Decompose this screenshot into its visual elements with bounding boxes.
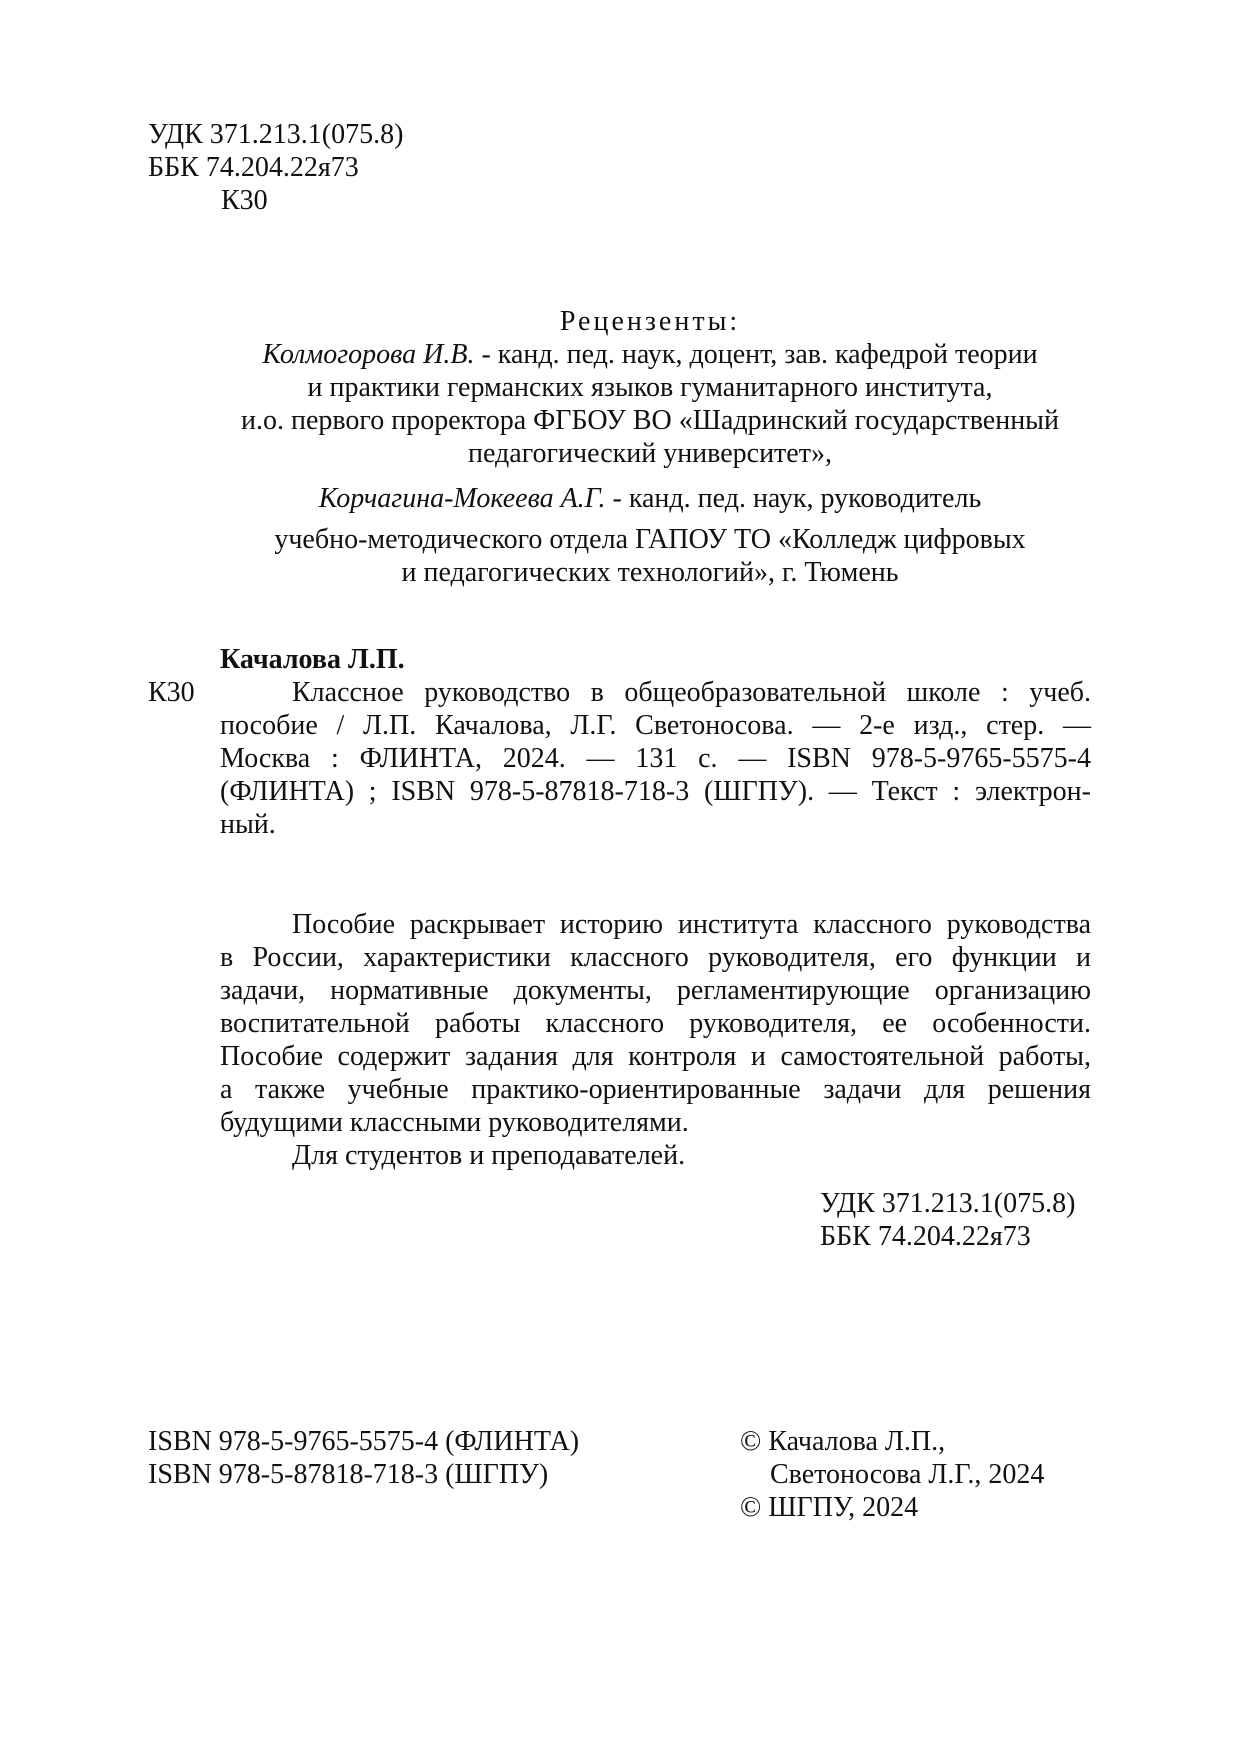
reviewer-1-line-1: Колмогорова И.В. - канд. пед. наук, доцент, зав. кафедрой теории xyxy=(262,339,1038,370)
reviewer-1-name: Колмогорова И.В. xyxy=(262,339,475,370)
biblio-line: Москва : ФЛИНТА, 2024. — 131 с. — ISBN 978-5-9765-5575-4 xyxy=(220,743,1091,774)
bibliographic-description xyxy=(220,676,1091,841)
bbk-code-bottom: ББК 74.204.22я73 xyxy=(820,1221,1031,1252)
reviewers-block xyxy=(0,305,1241,589)
bbk-code: ББК 74.204.22я73 xyxy=(148,152,359,183)
reviewer-2-name: Корчагина-Мокеева А.Г. xyxy=(318,483,606,514)
reviewers-heading: Рецензенты: xyxy=(559,306,741,337)
reviewer-1-line-4: педагогический университет», xyxy=(468,438,832,469)
reviewer-1-line-3: и.о. первого проректора ФГБОУ ВО «Шадринский государственный xyxy=(241,405,1059,436)
reviewer-2 xyxy=(0,482,1241,589)
udk-code-bottom: УДК 371.213.1(075.8) xyxy=(820,1188,1076,1219)
annotation-line: задачи, нормативные документы, регламентирующие организацию xyxy=(220,975,1091,1006)
reviewer-2-line-1: Корчагина-Мокеева А.Г. - канд. пед. наук, руководитель xyxy=(318,483,982,514)
reviewer-1-line-2: и практики германских языков гуманитарного института, xyxy=(307,372,993,403)
copyright-line: Светоносова Л.Г., 2024 xyxy=(770,1459,1045,1490)
annotation-line: воспитательной работы классного руководителя, ее особенности. xyxy=(220,1008,1091,1039)
annotation-audience: Для студентов и преподавателей. xyxy=(292,1140,686,1171)
bibliography-sign: К30 xyxy=(148,677,195,708)
reviewer-2-line-2: учебно-методического отдела ГАПОУ ТО «Колледж цифровых xyxy=(274,524,1026,555)
classification-header xyxy=(148,118,403,217)
copyright-line: © ШГПУ, 2024 xyxy=(740,1492,919,1523)
annotation xyxy=(220,908,1091,1172)
classification-footer xyxy=(820,1187,1075,1253)
annotation-line: Пособие содержит задания для контроля и самостоятельной работы, xyxy=(220,1041,1091,1072)
biblio-line: (ФЛИНТА) ; ISBN 978-5-87818-718-3 (ШГПУ). — Текст : электрон- xyxy=(220,776,1091,807)
isbn-block xyxy=(148,1425,579,1491)
reviewer-2-line-3: и педагогических технологий», г. Тюмень xyxy=(401,557,899,588)
isbn-shgpu: ISBN 978-5-87818-718-3 (ШГПУ) xyxy=(148,1459,549,1490)
biblio-line: пособие / Л.П. Качалова, Л.Г. Светоносова. — 2-е изд., стер. — xyxy=(220,710,1091,741)
annotation-line: Пособие раскрывает историю института классного руководства xyxy=(292,909,1091,940)
biblio-line: Классное руководство в общеобразовательной школе : учеб. xyxy=(292,677,1091,708)
isbn-flinta: ISBN 978-5-9765-5575-4 (ФЛИНТА) xyxy=(148,1426,580,1457)
annotation-line: будущими классными руководителями. xyxy=(220,1107,689,1138)
copyright-line: © Качалова Л.П., xyxy=(740,1426,946,1457)
annotation-line: а также учебные практико-ориентированные задачи для решения xyxy=(220,1074,1091,1105)
annotation-line: в России, характеристики классного руководителя, его функции и xyxy=(220,942,1091,973)
bibliography-author: Качалова Л.П. xyxy=(220,644,405,675)
udk-code: УДК 371.213.1(075.8) xyxy=(148,119,404,150)
reviewer-1 xyxy=(0,338,1241,470)
copyright-block xyxy=(740,1425,1044,1524)
biblio-line: ный. xyxy=(220,809,276,840)
author-sign: К30 xyxy=(221,185,268,216)
